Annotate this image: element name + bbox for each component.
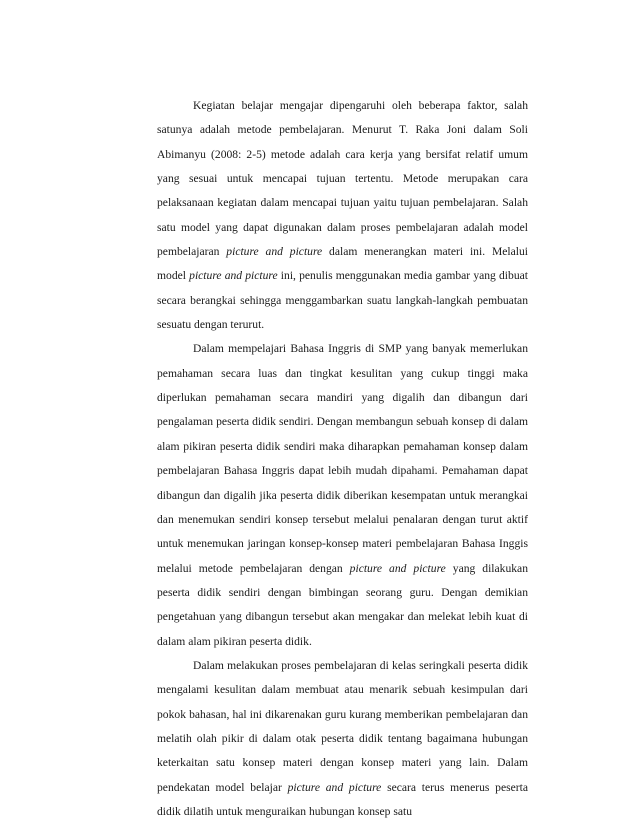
paragraph-1 bbox=[157, 94, 528, 337]
body-text bbox=[157, 94, 528, 824]
paragraph-1-text-3: ini, penulis menggunakan media gambar yang dibuat secara berangkai sehingga menggambarkan suatu langkah-langkah pembuatan sesuatu dengan terurut. bbox=[157, 269, 528, 332]
paragraph-3 bbox=[157, 654, 528, 824]
paragraph-1-text-2: dalam menerangkan materi ini. Melalui model bbox=[157, 245, 529, 283]
paragraph-3-italic-1: picture and picture bbox=[287, 780, 382, 794]
paragraph-2-text-2: yang dilakukan peserta didik sendiri dengan bimbingan seorang guru. Dengan demikian pengetahuan yang dibangun tersebut akan mengakar dan melekat lebih kuat di dalam alam pikiran peserta didik. bbox=[157, 561, 528, 648]
paragraph-2-italic-1: picture and picture bbox=[349, 561, 446, 575]
paragraph-2 bbox=[157, 337, 528, 653]
paragraph-3-text-1: Dalam melakukan proses pembelajaran di kelas seringkali peserta didik mengalami kesulitan dalam membuat atau menarik sebuah kesimpulan dari pokok bahasan, hal ini dikarenakan guru kurang memberikan pembelajaran dan melatih olah pikir di dalam otak peserta didik tentang bagaimana hubungan keterkaitan satu konsep materi dengan konsep materi yang lain. Dalam pendekatan model belajar bbox=[157, 658, 528, 794]
paragraph-1-text-1: Kegiatan belajar mengajar dipengaruhi oleh beberapa faktor, salah satunya adalah metode pembelajaran. Menurut T. Raka Joni dalam Soli Abimanyu (2008: 2-5) metode adalah cara kerja yang bersifat relatif umum yang sesuai untuk mencapai tujuan tertentu. Metode merupakan cara pelaksanaan kegiatan dalam mencapai tujuan yaitu tujuan pembelajaran. Salah satu model yang dapat digunakan dalam proses pembelajaran adalah model pembelajaran bbox=[157, 99, 528, 259]
paragraph-3-text-2: secara terus menerus peserta didik dilatih untuk menguraikan hubungan konsep satu bbox=[157, 780, 528, 818]
paragraph-1-italic-1: picture and picture bbox=[226, 245, 323, 259]
paragraph-2-text-1: Dalam mempelajari Bahasa Inggris di SMP yang banyak memerlukan pemahaman secara luas dan tingkat kesulitan yang cukup tinggi maka diperlukan pemahaman secara mandiri yang digalih dan dibangun dari pengalaman peserta didik sendiri. Dengan membangun sebuah konsep di dalam alam pikiran peserta didik sendiri maka diharapkan pemahaman konsep dalam pembelajaran Bahasa Inggris dapat lebih mudah dipahami. Pemahaman dapat dibangun dan digalih jika peserta didik diberikan kesempatan untuk merangkai dan menemukan sendiri konsep tersebut melalui penalaran dengan turut aktif untuk menemukan jaringan konsep-konsep materi pembelajaran Bahasa Inggis melalui metode pembelajaran dengan bbox=[157, 342, 528, 575]
paragraph-1-italic-2: picture and picture bbox=[189, 269, 278, 283]
